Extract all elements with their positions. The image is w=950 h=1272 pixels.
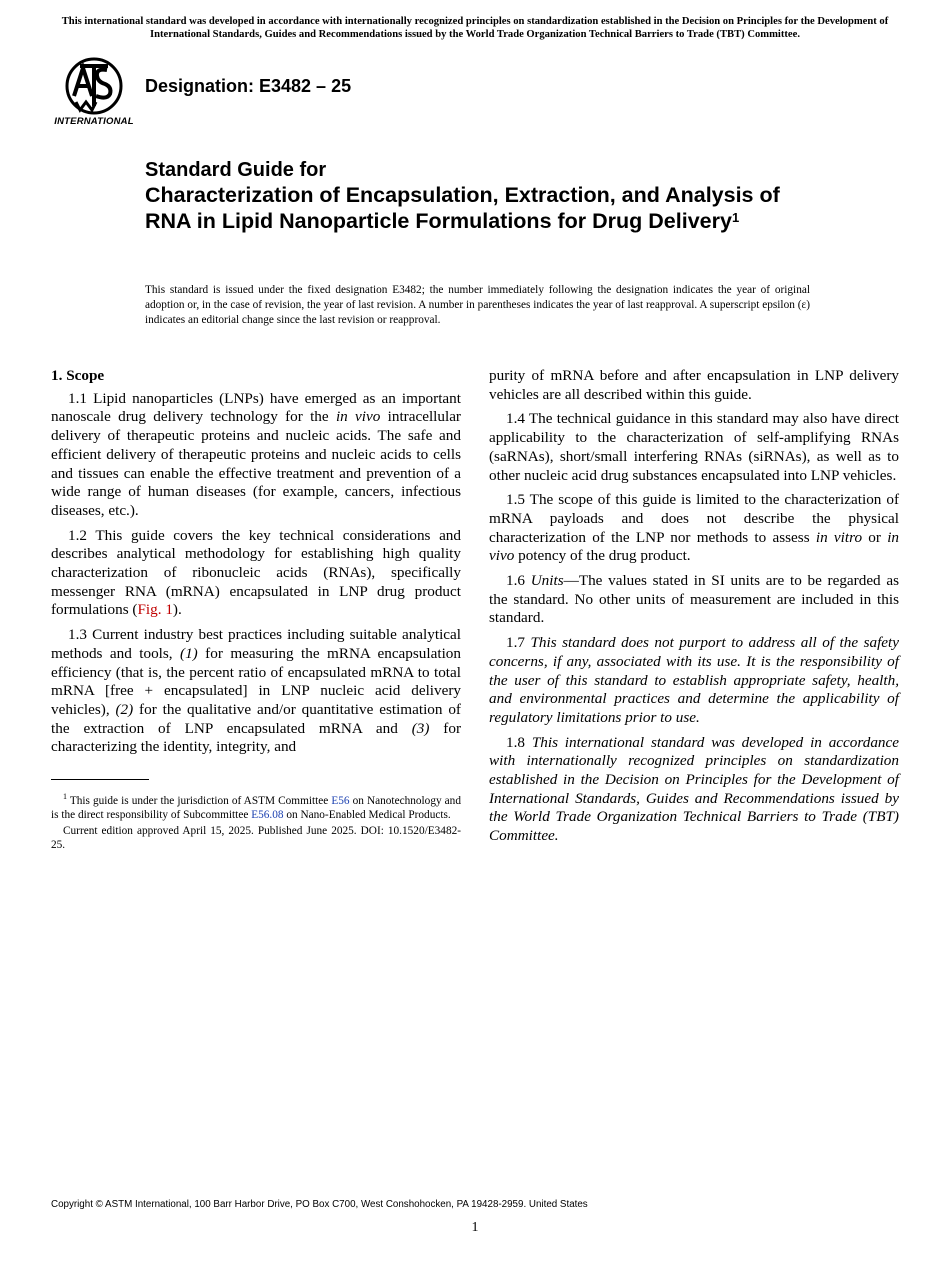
paragraph-1-3-continued: purity of mRNA before and after encapsulation in LNP delivery vehicles are all described within this guide.: [489, 367, 899, 403]
title-footnote-mark[interactable]: 1: [731, 210, 740, 225]
issued-note: This standard is issued under the fixed designation E3482; the number immediately following the designation indicates the year of original adoption or, in the case of revision, the year of last revision. A number in parentheses indicates the year of last reapproval. A superscript epsilon (ε) indicates an editorial change since the last revision or reapproval.: [145, 284, 810, 326]
paragraph-1-5: 1.5 The scope of this guide is limited to the characterization of mRNA payloads and does not describe the physical characterization of the LNP nor methods to assess in vitro or in vivo potency of the drug product.: [489, 491, 900, 565]
logo-wordmark: INTERNATIONAL: [54, 116, 134, 127]
title-main: [145, 182, 825, 234]
left-column: [51, 367, 461, 763]
subcommittee-link[interactable]: E56.08: [251, 809, 284, 822]
section-heading-scope: 1. Scope: [51, 367, 105, 384]
page-number: 1: [471, 1220, 479, 1235]
paragraph-1-3: 1.3 Current industry best practices including suitable analytical methods and tools, (1) for measuring the mRNA encapsulation efficiency (that is, the percent ratio of encapsulated mRNA to total mRNA [free + encapsulated] in LNP nucleic acid delivery vehicles), (2) for the qualitative and/or quantitative estimation of the extraction of LNP encapsulated mRNA and (3) for characterizing the identity, integrity, and: [51, 626, 462, 756]
paragraph-1-6: 1.6 Units—The values stated in SI units are to be regarded as the standard. No other units of measurement are included in this standard.: [489, 572, 900, 627]
paragraph-1-2: 1.2 This guide covers the key technical considerations and describes analytical methodology for establishing high quality characterization of ribonucleic acids (RNAs), specifically messenger RNA (mRNA) encapsulated in LNP drug product formulations (Fig. 1).: [51, 526, 461, 619]
committee-link[interactable]: E56: [331, 794, 350, 807]
right-column: [489, 367, 899, 852]
document-title: [145, 158, 825, 234]
figure-link[interactable]: Fig. 1: [137, 601, 173, 619]
footnote-divider: [51, 779, 149, 780]
copyright-notice: Copyright © ASTM International, 100 Barr Harbor Drive, PO Box C700, West Conshohocken, PA 19428-2959. United States: [51, 1199, 588, 1210]
title-line-2: Characterization of Encapsulation, Extraction, and Analysis of RNA in Lipid Nanoparticle Formulations for Drug Delivery: [145, 183, 780, 233]
paragraph-1-7: 1.7 This standard does not purport to address all of the safety concerns, if any, associated with its use. It is the responsibility of the user of this standard to establish appropriate safety, health, and environmental practices and determine the applicability of regulatory limitations prior to use.: [489, 634, 900, 726]
designation: Designation: E3482 – 25: [145, 76, 352, 96]
tbt-notice: This international standard was developed in accordance with internationally recognized principles on standardization established in the Decision on Principles for the Development of International Standards, Guides and Recommendations issued by the World Trade Organization Technical Barriers to Trade (TBT) Committee.: [61, 16, 889, 40]
paragraph-1-4: 1.4 The technical guidance in this standard may also have direct applicability to the characterization of self-amplifying RNAs (saRNAs), short/small interfering RNAs (siRNAs), as well as to other nucleic acid drug substances encapsulated into LNP vehicles.: [489, 410, 899, 484]
title-line-1: Standard Guide for: [145, 159, 327, 181]
paragraph-1-1: 1.1 Lipid nanoparticles (LNPs) have emerged as an important nanoscale drug delivery technology for the in vivo intracellular delivery of therapeutic proteins and nucleic acids. The safe and efficient delivery of therapeutic proteins and nucleic acids to cells and tissues can enable the effective treatment and prevention of a wide range of human diseases (for example, cancers, infectious diseases, etc.).: [51, 389, 461, 519]
astm-logo-icon: [52, 56, 136, 118]
footnotes: [51, 790, 461, 854]
paragraph-1-8: 1.8 This international standard was developed in accordance with internationally recognized principles on standardization established in the Decision on Principles for the Development of International Standards, Guides and Recommendations issued by the World Trade Organization Technical Barriers to Trade (TBT) Committee.: [489, 733, 899, 845]
astm-logo: [52, 56, 136, 130]
edition-note: Current edition approved April 15, 2025. Published June 2025. DOI: 10.1520/E3482-25.: [51, 824, 461, 852]
footnote-1: $^1$ This guide is under the jurisdiction of ASTM Committee E56 on Nanotechnology and is the direct responsibility of Subcommittee E56.08 on Nano-Enabled Medical Products.: [51, 792, 461, 822]
